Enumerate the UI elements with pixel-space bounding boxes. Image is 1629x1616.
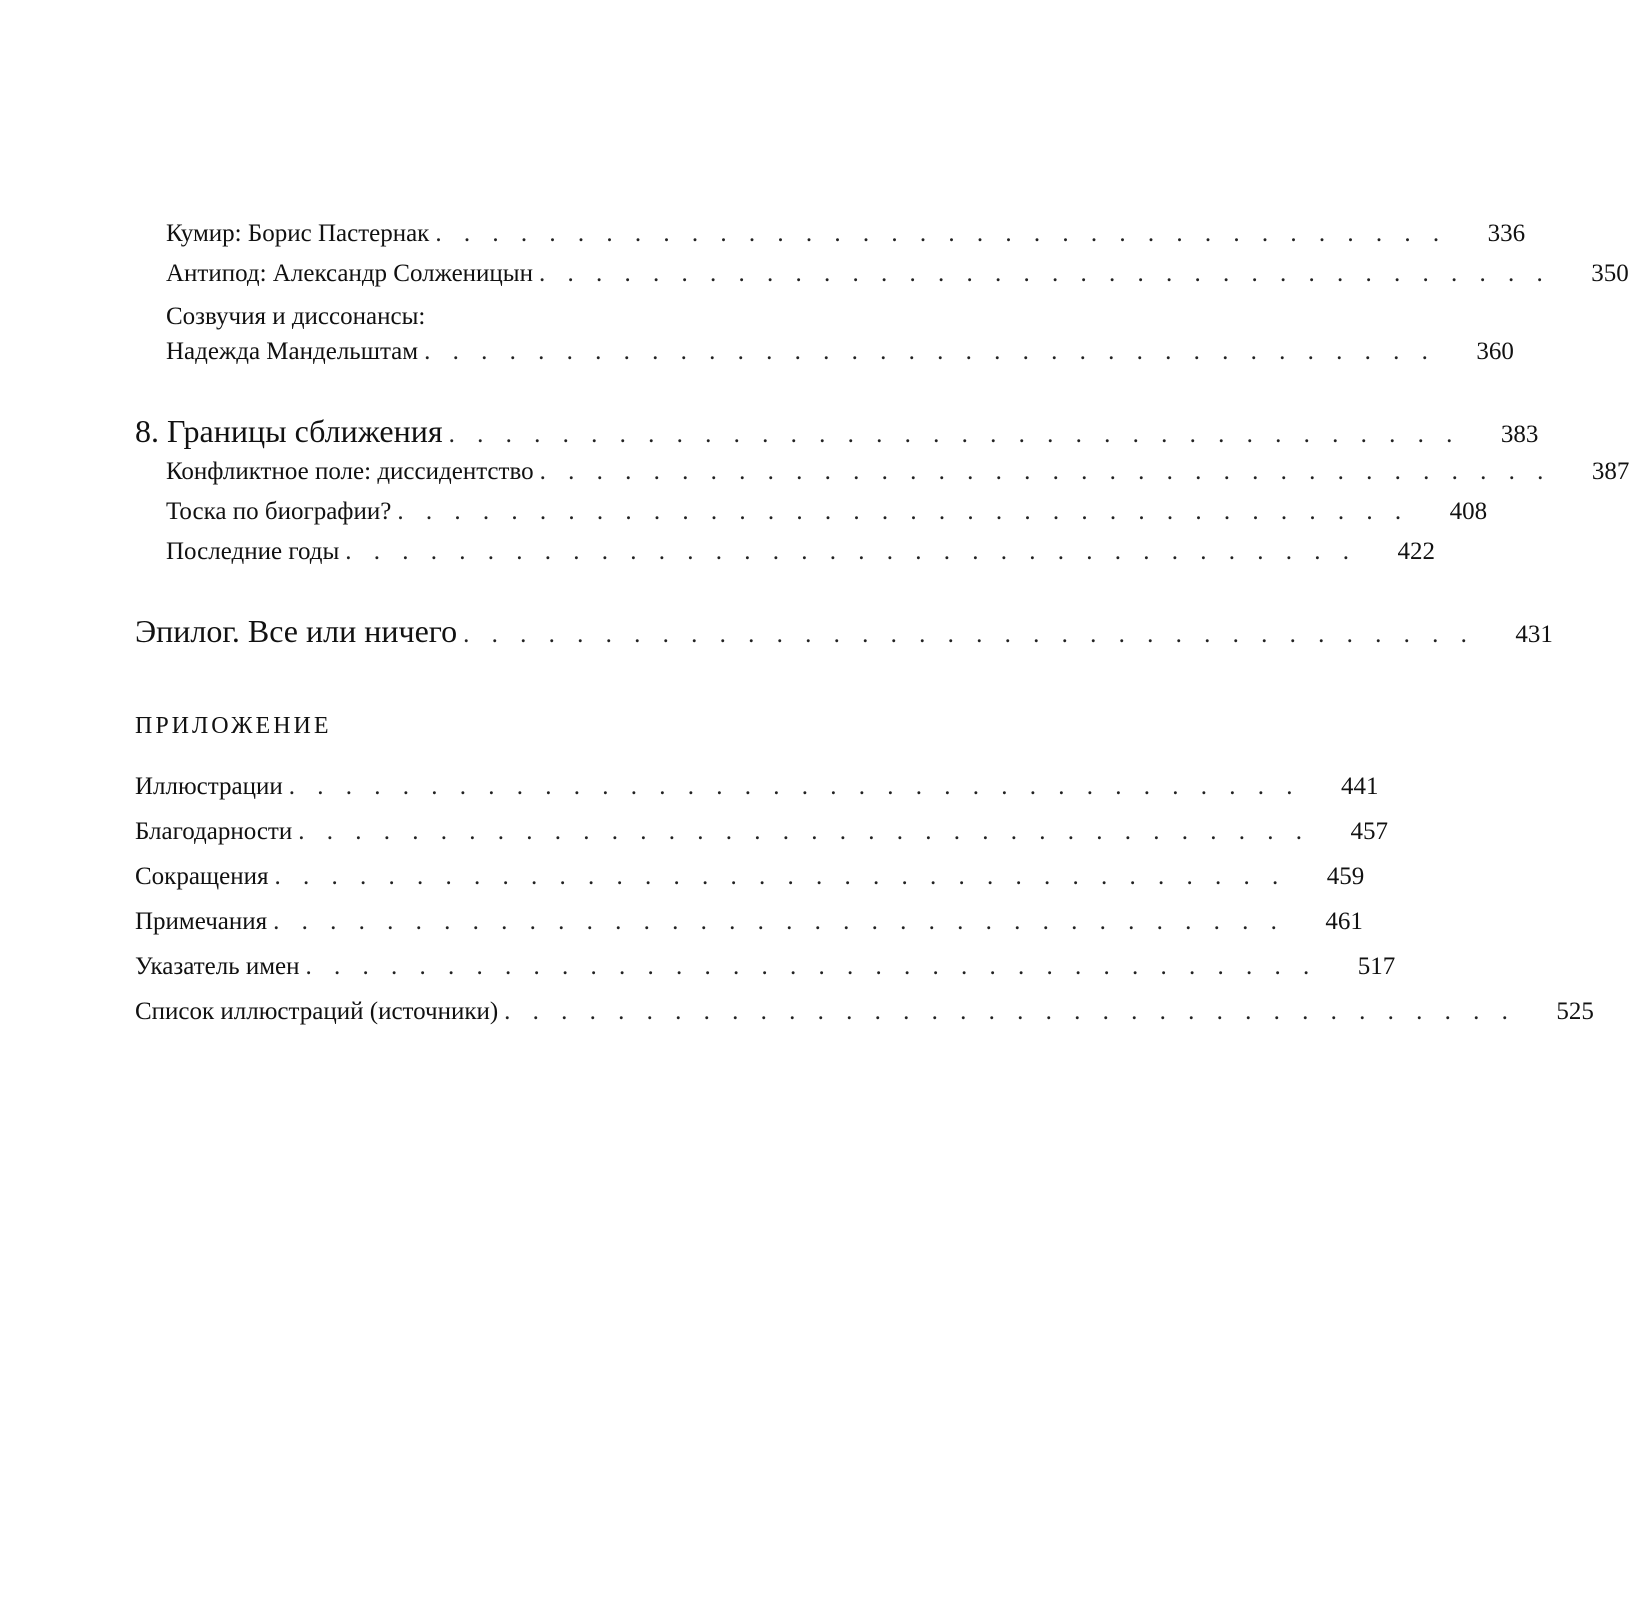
appendix-entry-page: 441 — [1341, 773, 1379, 800]
toc-chapter-page: 383 — [1500, 421, 1539, 448]
toc-entry — [166, 458, 1629, 486]
dot-leader: . . . . . . . . . . . . . . . . . . . . . . . . . . . . . . . . . . . . — [424, 338, 1436, 365]
toc-entry-title: Надежда Мандельштам — [166, 338, 419, 365]
toc-chapter-title: Эпилог. Все или ничего — [135, 613, 458, 649]
dot-leader: . . . . . . . . . . . . . . . . . . . . . . . . . . . . . . . . . . . . — [288, 773, 1301, 800]
toc-chapter-title: 8. Границы сближения — [135, 413, 443, 449]
appendix-entry — [135, 863, 1365, 891]
appendix-entry-title: Сокращения — [135, 863, 269, 890]
toc-entry — [166, 260, 1629, 288]
toc-entry — [166, 338, 1514, 366]
dot-leader: . . . . . . . . . . . . . . . . . . . . . . . . . . . . . . . . . . . . — [305, 953, 1318, 980]
dot-leader: . . . . . . . . . . . . . . . . . . . . . . . . . . . . . . . . . . . . — [345, 538, 1358, 565]
toc-chapter — [135, 613, 1553, 650]
appendix-entry-page: 517 — [1357, 953, 1396, 980]
dot-leader: . . . . . . . . . . . . . . . . . . . . . . . . . . . . . . . . . . . . — [273, 908, 1285, 935]
toc-entry-title: Тоска по биографии? — [166, 498, 392, 525]
dot-leader: . . . . . . . . . . . . . . . . . . . . . . . . . . . . . . . . . . . . — [298, 818, 1310, 845]
toc-entry-title: Конфликтное поле: диссидентство — [166, 458, 534, 485]
toc-entry-page: 422 — [1397, 538, 1436, 565]
toc-entry-page: 408 — [1449, 498, 1488, 525]
toc-entry-title: Антипод: Александр Солженицын — [166, 260, 533, 287]
toc-entry-title: Кумир: Борис Пастернак — [166, 220, 430, 247]
appendix-entry-title: Список иллюстраций (источники) — [135, 998, 499, 1025]
appendix-entry-page: 459 — [1326, 863, 1365, 890]
appendix-entry-page: 457 — [1350, 818, 1388, 845]
toc-entry-page: 360 — [1476, 338, 1514, 365]
dot-leader: . . . . . . . . . . . . . . . . . . . . . . . . . . . . . . . . . . . . — [448, 421, 1461, 448]
appendix-entry-title: Указатель имен — [135, 953, 300, 980]
toc-entry-title-line: Созвучия и диссонансы: — [166, 303, 426, 330]
appendix-entry-page: 525 — [1556, 998, 1594, 1025]
toc-entry-page: 336 — [1487, 220, 1526, 247]
toc-chapter — [135, 413, 1539, 450]
toc-entry-page: 387 — [1591, 458, 1629, 485]
toc-entry — [166, 220, 1526, 248]
toc-chapter-page: 431 — [1515, 621, 1553, 648]
dot-leader: . . . . . . . . . . . . . . . . . . . . . . . . . . . . . . . . . . . . — [435, 220, 1448, 247]
appendix-entry — [135, 953, 1396, 981]
appendix-entry-page: 461 — [1325, 908, 1363, 935]
dot-leader: . . . . . . . . . . . . . . . . . . . . . . . . . . . . . . . . . . . . — [397, 498, 1410, 525]
toc-entry-title: Последние годы — [166, 538, 340, 565]
appendix-entry-title: Примечания — [135, 908, 268, 935]
dot-leader: . . . . . . . . . . . . . . . . . . . . . . . . . . . . . . . . . . . . — [539, 458, 1552, 485]
appendix-entry — [135, 818, 1388, 846]
appendix-entry-title: Благодарности — [135, 818, 293, 845]
dot-leader: . . . . . . . . . . . . . . . . . . . . . . . . . . . . . . . . . . . . — [274, 863, 1287, 890]
dot-leader: . . . . . . . . . . . . . . . . . . . . . . . . . . . . . . . . . . . . — [463, 621, 1475, 648]
appendix-heading: ПРИЛОЖЕНИЕ — [135, 713, 332, 739]
appendix-entry — [135, 773, 1379, 801]
dot-leader: . . . . . . . . . . . . . . . . . . . . . . . . . . . . . . . . . . . . — [538, 260, 1551, 287]
toc-entry-page: 350 — [1591, 260, 1629, 287]
dot-leader: . . . . . . . . . . . . . . . . . . . . . . . . . . . . . . . . . . . . — [504, 998, 1516, 1025]
toc-entry — [166, 538, 1436, 566]
toc-entry — [166, 498, 1488, 526]
appendix-entry — [135, 998, 1594, 1026]
appendix-entry-title: Иллюстрации — [135, 773, 283, 800]
appendix-entry — [135, 908, 1363, 936]
